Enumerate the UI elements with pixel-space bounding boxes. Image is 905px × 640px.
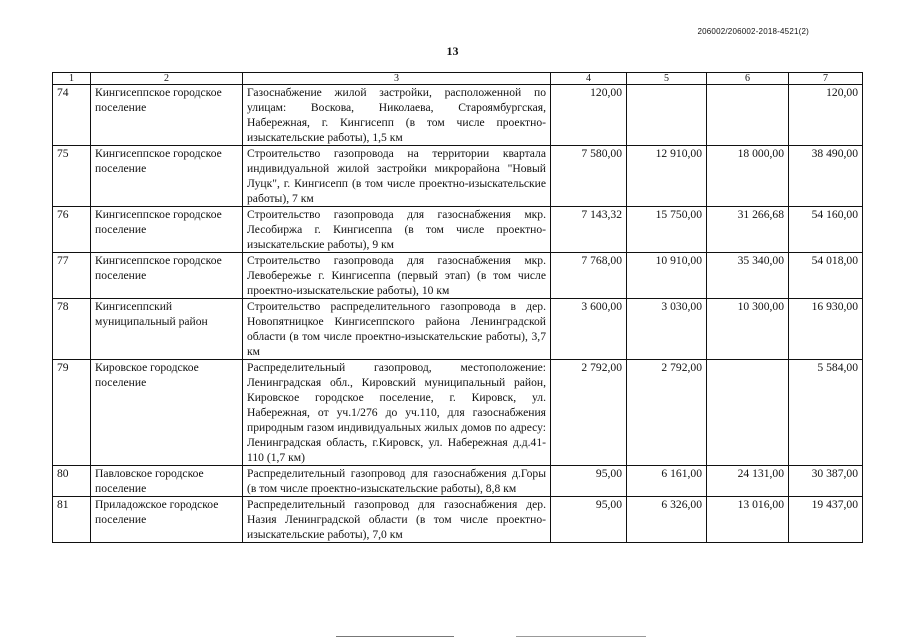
table-row	[53, 253, 863, 299]
table-row	[53, 497, 863, 543]
value-cell-col6: 13 016,00	[707, 497, 789, 543]
value-cell-col7: 54 018,00	[789, 253, 863, 299]
description-cell: Газоснабжение жилой застройки, расположенной по улицам: Воскова, Николаева, Староямбургская, Набережная, г. Кингисепп (в том числе проектно-изыскательские работы), 1,5 км	[243, 85, 551, 146]
value-cell-col5: 3 030,00	[627, 299, 707, 360]
value-cell-col7: 16 930,00	[789, 299, 863, 360]
column-header: 4	[551, 73, 627, 85]
municipality-cell: Кингисеппское городское поселение	[91, 85, 243, 146]
municipality-cell: Павловское городское поселение	[91, 466, 243, 497]
value-cell-col4: 95,00	[551, 466, 627, 497]
row-number: 74	[53, 85, 91, 146]
row-number: 81	[53, 497, 91, 543]
municipality-cell: Кингисеппский муниципальный район	[91, 299, 243, 360]
value-cell-col4: 7 143,32	[551, 207, 627, 253]
value-cell-col5: 10 910,00	[627, 253, 707, 299]
row-number: 75	[53, 146, 91, 207]
value-cell-col6: 35 340,00	[707, 253, 789, 299]
value-cell-col5: 12 910,00	[627, 146, 707, 207]
value-cell-col7: 54 160,00	[789, 207, 863, 253]
value-cell-col4: 95,00	[551, 497, 627, 543]
value-cell-col6	[707, 85, 789, 146]
value-cell-col5: 6 326,00	[627, 497, 707, 543]
value-cell-col5: 2 792,00	[627, 360, 707, 466]
value-cell-col5: 15 750,00	[627, 207, 707, 253]
description-cell: Строительство распределительного газопровода в дер. Новопятницкое Кингисеппского района Ленинградской области (в том числе проектно-изыскательские работы), 3,7 км	[243, 299, 551, 360]
row-number: 80	[53, 466, 91, 497]
municipality-cell: Кингисеппское городское поселение	[91, 253, 243, 299]
page-edge-line	[336, 636, 454, 637]
page-number: 13	[446, 44, 459, 58]
column-number-row	[53, 73, 863, 85]
row-number: 79	[53, 360, 91, 466]
document-reference: 206002/206002-2018-4521(2)	[697, 27, 809, 36]
column-header: 1	[53, 73, 91, 85]
table-row	[53, 146, 863, 207]
table-row	[53, 85, 863, 146]
value-cell-col6: 31 266,68	[707, 207, 789, 253]
value-cell-col5: 6 161,00	[627, 466, 707, 497]
row-number: 76	[53, 207, 91, 253]
table-body	[53, 85, 863, 543]
gas-projects-table	[52, 72, 863, 543]
value-cell-col7: 120,00	[789, 85, 863, 146]
value-cell-col7: 30 387,00	[789, 466, 863, 497]
column-header: 5	[627, 73, 707, 85]
column-header: 3	[243, 73, 551, 85]
description-cell: Распределительный газопровод для газоснабжения д.Горы (в том числе проектно-изыскательские работы), 8,8 км	[243, 466, 551, 497]
value-cell-col4: 120,00	[551, 85, 627, 146]
description-cell: Строительство газопровода для газоснабжения мкр. Лесобиржа г. Кингисеппа (в том числе проектно-изыскательские работы), 9 км	[243, 207, 551, 253]
description-cell: Строительство газопровода на территории квартала индивидуальной жилой застройки микрорайона "Новый Луцк", г. Кингисепп (в том числе проектно-изыскательские работы), 7 км	[243, 146, 551, 207]
municipality-cell: Приладожское городское поселение	[91, 497, 243, 543]
description-cell: Распределительный газопровод, местоположение: Ленинградская обл., Кировский муниципальный район, Кировское городское поселение, г. Кировск, ул. Набережная, от уч.1/276 до уч.110, для газоснабжения природным газом индивидуальных жилых домов по адресу: Ленинградская область, г.Кировск, ул. Набережная д.д.41-110 (1,7 км)	[243, 360, 551, 466]
description-cell: Строительство газопровода для газоснабжения мкр. Левобережье г. Кингисеппа (первый этап) (в том числе проектно-изыскательские работы), 10 км	[243, 253, 551, 299]
row-number: 78	[53, 299, 91, 360]
table-row	[53, 207, 863, 253]
table-row	[53, 360, 863, 466]
value-cell-col4: 2 792,00	[551, 360, 627, 466]
value-cell-col7: 19 437,00	[789, 497, 863, 543]
page-edge-line	[516, 636, 646, 637]
value-cell-col6: 10 300,00	[707, 299, 789, 360]
value-cell-col4: 7 768,00	[551, 253, 627, 299]
value-cell-col4: 7 580,00	[551, 146, 627, 207]
value-cell-col6	[707, 360, 789, 466]
column-header: 6	[707, 73, 789, 85]
table-row	[53, 466, 863, 497]
table-row	[53, 299, 863, 360]
value-cell-col7: 5 584,00	[789, 360, 863, 466]
value-cell-col5	[627, 85, 707, 146]
municipality-cell: Кировское городское поселение	[91, 360, 243, 466]
table-header	[53, 73, 863, 85]
description-cell: Распределительный газопровод для газоснабжения дер. Назия Ленинградской области (в том числе проектно-изыскательские работы), 7,0 км	[243, 497, 551, 543]
municipality-cell: Кингисеппское городское поселение	[91, 146, 243, 207]
column-header: 7	[789, 73, 863, 85]
value-cell-col7: 38 490,00	[789, 146, 863, 207]
column-header: 2	[91, 73, 243, 85]
value-cell-col6: 24 131,00	[707, 466, 789, 497]
value-cell-col4: 3 600,00	[551, 299, 627, 360]
value-cell-col6: 18 000,00	[707, 146, 789, 207]
row-number: 77	[53, 253, 91, 299]
municipality-cell: Кингисеппское городское поселение	[91, 207, 243, 253]
